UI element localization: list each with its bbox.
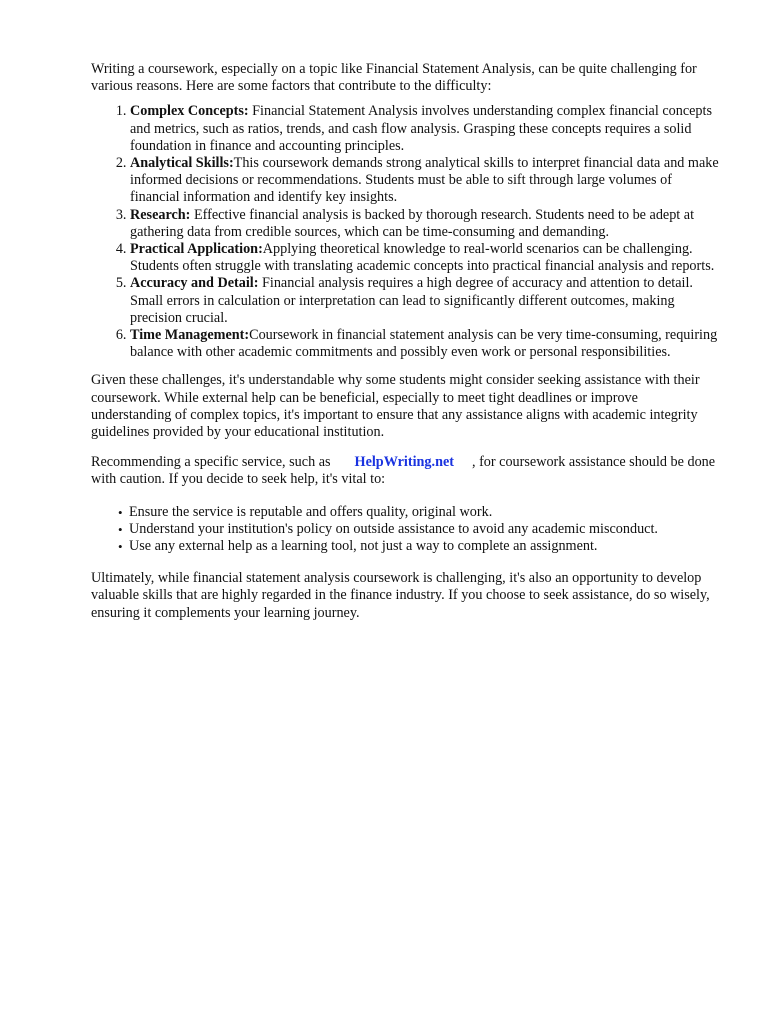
advice-text: Understand your institution's policy on outside assistance to avoid any academic misconduct. [129,520,658,537]
list-item [118,538,721,555]
conclusion-paragraph: Ultimately, while financial statement analysis coursework is challenging, it's also an opportunity to develop valuable skills that are highly regarded in the finance industry. If you choose to seek assistance, do so wisely, ensuring it complements your learning journey. [91,570,710,621]
factor-text: Financial analysis requires a high degree of accuracy and attention to detail. Small errors in calculation or interpretation can lead to significantly different outcomes, making precision crucial. [130,275,693,326]
recommend-text-after: , for coursework assistance should be done with caution. If you decide to seek help, it's vital to: [91,454,716,488]
document-page [91,61,721,622]
bullet-icon: • [118,504,123,520]
challenges-paragraph: Given these challenges, it's understandable why some students might consider seeking assistance with their coursework. While external help can be beneficial, especially to meet tight deadlines or improve understanding of complex topics, it's important to ensure that any assistance aligns with academic integrity guidelines provided by your educational institution. [91,372,700,441]
list-item [130,327,721,361]
factor-term: Time Management: [130,327,250,344]
factor-term: Practical Application: [130,241,263,258]
bullet-icon: • [118,539,123,555]
list-item [130,241,721,275]
intro-paragraph: Writing a coursework, especially on a topic like Financial Statement Analysis, can be quite challenging for various reasons. Here are some factors that contribute to the difficulty: [91,61,697,95]
list-item [130,275,721,327]
list-item [118,504,721,521]
factor-text: Applying theoretical knowledge to real-world scenarios can be challenging. Students often struggle with translating academic concepts into practical financial analysis and reports. [130,241,715,275]
helpwriting-link[interactable]: HelpWriting.net [354,454,454,471]
recommend-paragraph [91,454,721,488]
factor-term: Accuracy and Detail: [130,275,259,292]
list-item [130,207,721,241]
advice-list [91,504,721,556]
advice-text: Ensure the service is reputable and offers quality, original work. [129,503,493,520]
factor-text: Financial Statement Analysis involves understanding complex financial concepts and metrics, such as ratios, trends, and cash flow analysis. Grasping these concepts requires a solid foundation in finance and accounting principles. [130,103,712,154]
recommend-text-before: Recommending a specific service, such as [91,454,331,471]
bullet-icon: • [118,521,123,537]
factor-text: Coursework in financial statement analysis can be very time-consuming, requiring balance with other academic commitments and possibly even work or personal responsibilities. [130,327,718,361]
factor-term: Research: [130,206,191,223]
list-item [130,155,721,207]
factors-list [91,103,721,361]
list-item [118,521,721,538]
factor-term: Complex Concepts: [130,103,249,120]
factor-term: Analytical Skills: [130,155,234,172]
list-item [130,103,721,155]
factor-text: Effective financial analysis is backed by thorough research. Students need to be adept at gathering data from credible sources, which can be time-consuming and demanding. [130,206,695,240]
advice-text: Use any external help as a learning tool, not just a way to complete an assignment. [129,538,598,555]
factor-text: This coursework demands strong analytical skills to interpret financial data and make informed decisions or recommendations. Students must be able to sift through large volumes of financial information and identify key insights. [130,155,719,206]
